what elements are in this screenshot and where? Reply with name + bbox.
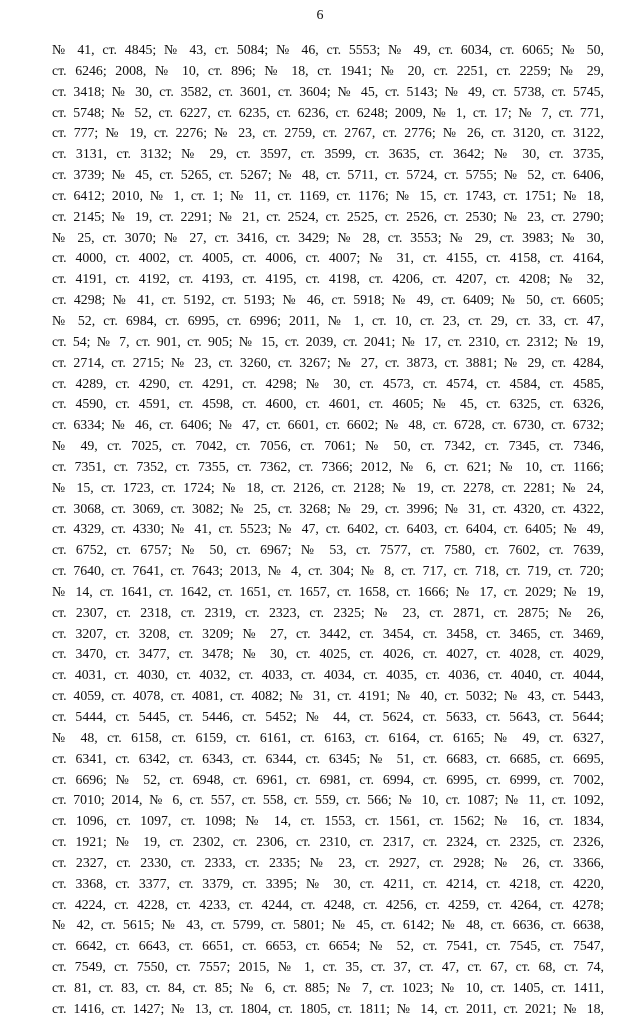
text-line: № 25, ст. 3070; № 27, ст. 3416, ст. 3429; № 28, ст. 3553; № 29, ст. 3983; № 30, bbox=[52, 229, 604, 245]
text-line: ст. 6246; 2008, № 10, ст. 896; № 18, ст. 1941; № 20, ст. 2251, ст. 2259; № 29, bbox=[52, 62, 604, 78]
text-line: ст. 2307, ст. 2318, ст. 2319, ст. 2323, ст. 2325; № 23, ст. 2871, ст. 2875; № 26, bbox=[52, 604, 604, 620]
text-line: ст. 6412; 2010, № 1, ст. 1; № 11, ст. 1169, ст. 1176; № 15, ст. 1743, ст. 1751; № 18, bbox=[52, 187, 604, 203]
body-text bbox=[52, 40, 604, 1020]
text-line: ст. 2714, ст. 2715; № 23, ст. 3260, ст. 3267; № 27, ст. 3873, ст. 3881; № 29, ст. 4284, bbox=[52, 354, 604, 370]
text-line: ст. 2145; № 19, ст. 2291; № 21, ст. 2524, ст. 2525, ст. 2526, ст. 2530; № 23, ст. 2790; bbox=[52, 208, 604, 224]
text-line: ст. 3068, ст. 3069, ст. 3082; № 25, ст. 3268; № 29, ст. 3996; № 31, ст. 4320, ст. 4322, bbox=[52, 500, 604, 516]
text-line: ст. 4031, ст. 4030, ст. 4032, ст. 4033, ст. 4034, ст. 4035, ст. 4036, ст. 4040, ст. 4044, bbox=[52, 667, 604, 683]
text-line: ст. 4298; № 41, ст. 5192, ст. 5193; № 46, ст. 5918; № 49, ст. 6409; № 50, ст. 6605; bbox=[52, 292, 604, 308]
text-line: ст. 4329, ст. 4330; № 41, ст. 5523; № 47, ст. 6402, ст. 6403, ст. 6404, ст. 6405; № 49, bbox=[52, 521, 604, 537]
text-line: ст. 1416, ст. 1427; № 13, ст. 1804, ст. 1805, ст. 1811; № 14, ст. 2011, ст. 2021; № 18, bbox=[52, 1000, 604, 1016]
text-line: ст. 2327, ст. 2330, ст. 2333, ст. 2335; № 23, ст. 2927, ст. 2928; № 26, ст. 3366, bbox=[52, 854, 604, 870]
text-line: ст. 777; № 19, ст. 2276; № 23, ст. 2759, ст. 2767, ст. 2776; № 26, ст. 3120, ст. 3122, bbox=[52, 125, 604, 141]
text-line: № 52, ст. 6984, ст. 6995, ст. 6996; 2011, № 1, ст. 10, ст. 23, ст. 29, ст. 33, ст. 47, bbox=[52, 312, 604, 328]
text-line: ст. 4590, ст. 4591, ст. 4598, ст. 4600, ст. 4601, ст. 4605; № 45, ст. 6325, ст. 6326, bbox=[52, 396, 604, 412]
text-line: ст. 4191, ст. 4192, ст. 4193, ст. 4195, ст. 4198, ст. 4206, ст. 4207, ст. 4208; № 32, bbox=[52, 271, 604, 287]
text-line: ст. 7549, ст. 7550, ст. 7557; 2015, № 1, ст. 35, ст. 37, ст. 47, ст. 67, ст. 68, ст. 74, bbox=[52, 959, 604, 975]
text-line: № 14, ст. 1641, ст. 1642, ст. 1651, ст. 1657, ст. 1658, ст. 1666; № 17, ст. 2029; № 19, bbox=[52, 583, 604, 599]
text-line: ст. 4289, ст. 4290, ст. 4291, ст. 4298; № 30, ст. 4573, ст. 4574, ст. 4584, ст. 4585, bbox=[52, 375, 604, 391]
text-line: ст. 3470, ст. 3477, ст. 3478; № 30, ст. 4025, ст. 4026, ст. 4027, ст. 4028, ст. 4029, bbox=[52, 646, 604, 662]
text-line: ст. 6752, ст. 6757; № 50, ст. 6967; № 53, ст. 7577, ст. 7580, ст. 7602, ст. 7639, bbox=[52, 542, 604, 558]
text-line: № 15, ст. 1723, ст. 1724; № 18, ст. 2126, ст. 2128; № 19, ст. 2278, ст. 2281; № 24, bbox=[52, 479, 604, 495]
text-line: ст. 4224, ст. 4228, ст. 4233, ст. 4244, ст. 4248, ст. 4256, ст. 4259, ст. 4264, ст. 4278; bbox=[52, 896, 604, 912]
text-line: ст. 6334; № 46, ст. 6406; № 47, ст. 6601, ст. 6602; № 48, ст. 6728, ст. 6730, ст. 6732; bbox=[52, 417, 604, 433]
text-line: ст. 3368, ст. 3377, ст. 3379, ст. 3395; № 30, ст. 4211, ст. 4214, ст. 4218, ст. 4220, bbox=[52, 875, 604, 891]
text-line: ст. 54; № 7, ст. 901, ст. 905; № 15, ст. 2039, ст. 2041; № 17, ст. 2310, ст. 2312; № 19, bbox=[52, 333, 604, 349]
text-line: ст. 7351, ст. 7352, ст. 7355, ст. 7362, ст. 7366; 2012, № 6, ст. 621; № 10, ст. 1166; bbox=[52, 458, 604, 474]
text-line: ст. 6642, ст. 6643, ст. 6651, ст. 6653, ст. 6654; № 52, ст. 7541, ст. 7545, ст. 7547, bbox=[52, 938, 604, 954]
text-line: ст. 7010; 2014, № 6, ст. 557, ст. 558, ст. 559, ст. 566; № 10, ст. 1087; № 11, ст. 1092, bbox=[52, 792, 604, 808]
text-line: № 49, ст. 7025, ст. 7042, ст. 7056, ст. 7061; № 50, ст. 7342, ст. 7345, ст. 7346, bbox=[52, 438, 604, 454]
text-line: ст. 3418; № 30, ст. 3582, ст. 3601, ст. 3604; № 45, ст. 5143; № 49, ст. 5738, ст. 5745, bbox=[52, 83, 604, 99]
text-line: ст. 4059, ст. 4078, ст. 4081, ст. 4082; № 31, ст. 4191; № 40, ст. 5032; № 43, ст. 5443, bbox=[52, 688, 604, 704]
text-line: ст. 6341, ст. 6342, ст. 6343, ст. 6344, ст. 6345; № 51, ст. 6683, ст. 6685, ст. 6695, bbox=[52, 750, 604, 766]
text-line: ст. 81, ст. 83, ст. 84, ст. 85; № 6, ст. 885; № 7, ст. 1023; № 10, ст. 1405, ст. 1411, bbox=[52, 979, 604, 995]
text-line: ст. 6696; № 52, ст. 6948, ст. 6961, ст. 6981, ст. 6994, ст. 6995, ст. 6999, ст. 7002, bbox=[52, 771, 604, 787]
text-line: ст. 5444, ст. 5445, ст. 5446, ст. 5452; № 44, ст. 5624, ст. 5633, ст. 5643, ст. 5644; bbox=[52, 709, 604, 724]
text-line: ст. 1921; № 19, ст. 2302, ст. 2306, ст. 2310, ст. 2317, ст. 2324, ст. 2325, ст. 2326, bbox=[52, 834, 604, 850]
text-line: ст. 7640, ст. 7641, ст. 7643; 2013, № 4, ст. 304; № 8, ст. 717, ст. 718, ст. 719, ст. 720; bbox=[52, 563, 604, 579]
text-line: № 41, ст. 4845; № 43, ст. 5084; № 46, ст. 5553; № 49, ст. 6034, ст. 6065; № 50, bbox=[52, 42, 604, 57]
text-line: ст. 5748; № 52, ст. 6227, ст. 6235, ст. 6236, ст. 6248; 2009, № 1, ст. 17; № 7, ст. 771, bbox=[52, 104, 604, 120]
page-number: 6 bbox=[316, 8, 324, 23]
text-line: ст. 3207, ст. 3208, ст. 3209; № 27, ст. 3442, ст. 3454, ст. 3458, ст. 3465, ст. 3469, bbox=[52, 625, 604, 641]
text-line: ст. 1096, ст. 1097, ст. 1098; № 14, ст. 1553, ст. 1561, ст. 1562; № 16, ст. 1834, bbox=[52, 813, 604, 829]
text-line: ст. 3739; № 45, ст. 5265, ст. 5267; № 48, ст. 5711, ст. 5724, ст. 5755; № 52, ст. 6406, bbox=[52, 167, 604, 183]
text-line: № 42, ст. 5615; № 43, ст. 5799, ст. 5801; № 45, ст. 6142; № 48, ст. 6636, ст. 6638, bbox=[52, 917, 604, 933]
text-line: № 48, ст. 6158, ст. 6159, ст. 6161, ст. 6163, ст. 6164, ст. 6165; № 49, ст. 6327, bbox=[52, 729, 604, 745]
text-line: ст. 3131, ст. 3132; № 29, ст. 3597, ст. 3599, ст. 3635, ст. 3642; № 30, ст. 3735, bbox=[52, 146, 604, 162]
text-line: ст. 4000, ст. 4002, ст. 4005, ст. 4006, ст. 4007; № 31, ст. 4155, ст. 4158, ст. 4164, bbox=[52, 250, 604, 266]
